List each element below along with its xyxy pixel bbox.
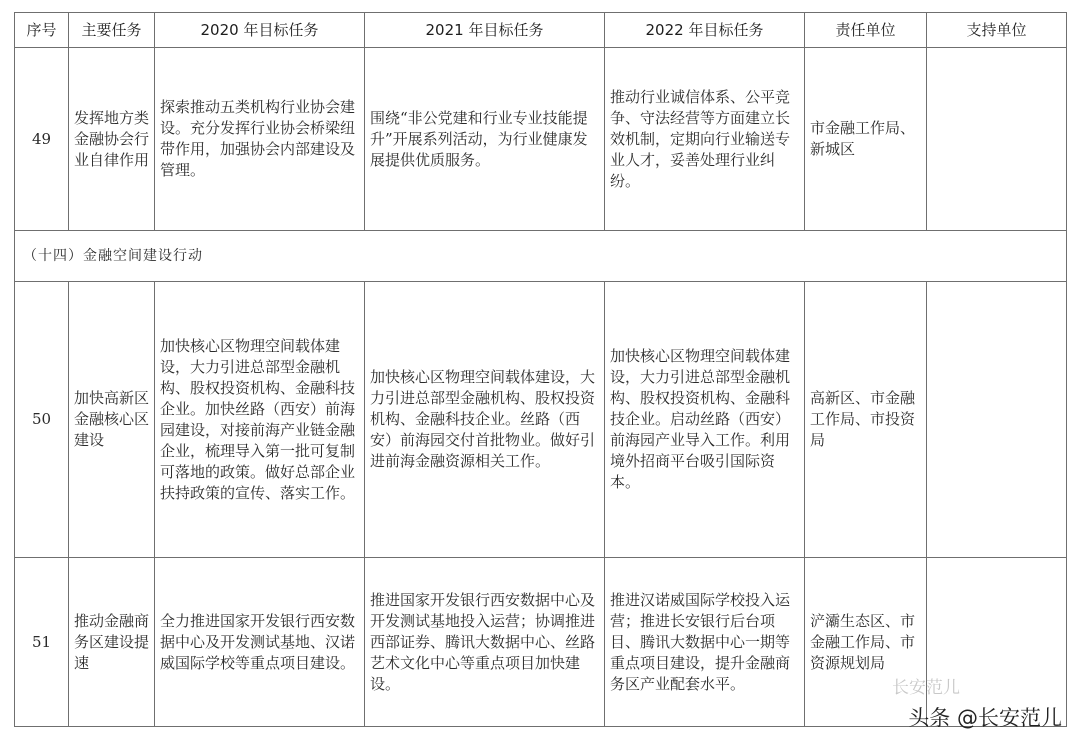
header-row	[15, 13, 1067, 48]
row-main-task: 加快高新区金融核心区建设	[69, 282, 155, 558]
row-number: 50	[15, 282, 69, 558]
table-row	[15, 282, 1067, 558]
row-responsible: 高新区、市金融工作局、市投资局	[805, 282, 927, 558]
row-responsible: 浐灞生态区、市金融工作局、市资源规划局	[805, 558, 927, 727]
row-number: 49	[15, 48, 69, 231]
watermark-text: 头条 @长安范儿	[908, 706, 1062, 730]
row-target-2021: 推进国家开发银行西安数据中心及开发测试基地投入运营；协调推进西部证券、腾讯大数据中心、丝路艺术文化中心等重点项目加快建设。	[365, 558, 605, 727]
header-num: 序号	[15, 13, 69, 48]
section-title: （十四）金融空间建设行动	[15, 231, 1067, 282]
header-2022: 2022 年目标任务	[605, 13, 805, 48]
header-2021: 2021 年目标任务	[365, 13, 605, 48]
header-2020: 2020 年目标任务	[155, 13, 365, 48]
table-row	[15, 48, 1067, 231]
row-target-2022: 推进汉诺威国际学校投入运营；推进长安银行后台项目、腾讯大数据中心一期等重点项目建设，提升金融商务区产业配套水平。	[605, 558, 805, 727]
row-target-2020: 探索推动五类机构行业协会建设。充分发挥行业协会桥梁纽带作用，加强协会内部建设及管理。	[155, 48, 365, 231]
row-support	[927, 282, 1067, 558]
row-number: 51	[15, 558, 69, 727]
header-task: 主要任务	[69, 13, 155, 48]
row-responsible: 市金融工作局、新城区	[805, 48, 927, 231]
watermark-logo: 长安范儿	[892, 678, 960, 698]
row-target-2020: 加快核心区物理空间载体建设，大力引进总部型金融机构、股权投资机构、金融科技企业。加快丝路（西安）前海园建设，对接前海产业链金融企业，梳理导入第一批可复制可落地的政策。做好总部企业扶持政策的宣传、落实工作。	[155, 282, 365, 558]
row-support	[927, 48, 1067, 231]
row-target-2020: 全力推进国家开发银行西安数据中心及开发测试基地、汉诺威国际学校等重点项目建设。	[155, 558, 365, 727]
row-main-task: 推动金融商务区建设提速	[69, 558, 155, 727]
task-table	[14, 12, 1067, 727]
header-support: 支持单位	[927, 13, 1067, 48]
row-target-2022: 加快核心区物理空间载体建设，大力引进总部型金融机构、股权投资机构、金融科技企业。启动丝路（西安）前海园产业导入工作。利用境外招商平台吸引国际资本。	[605, 282, 805, 558]
row-target-2021: 围绕“非公党建和行业专业技能提升”开展系列活动，为行业健康发展提供优质服务。	[365, 48, 605, 231]
row-target-2021: 加快核心区物理空间载体建设，大力引进总部型金融机构、股权投资机构、金融科技企业。丝路（西安）前海园交付首批物业。做好引进前海金融资源相关工作。	[365, 282, 605, 558]
section-row	[15, 231, 1067, 282]
row-target-2022: 推动行业诚信体系、公平竞争、守法经营等方面建立长效机制，定期向行业输送专业人才，妥善处理行业纠纷。	[605, 48, 805, 231]
row-main-task: 发挥地方类金融协会行业自律作用	[69, 48, 155, 231]
header-responsible: 责任单位	[805, 13, 927, 48]
